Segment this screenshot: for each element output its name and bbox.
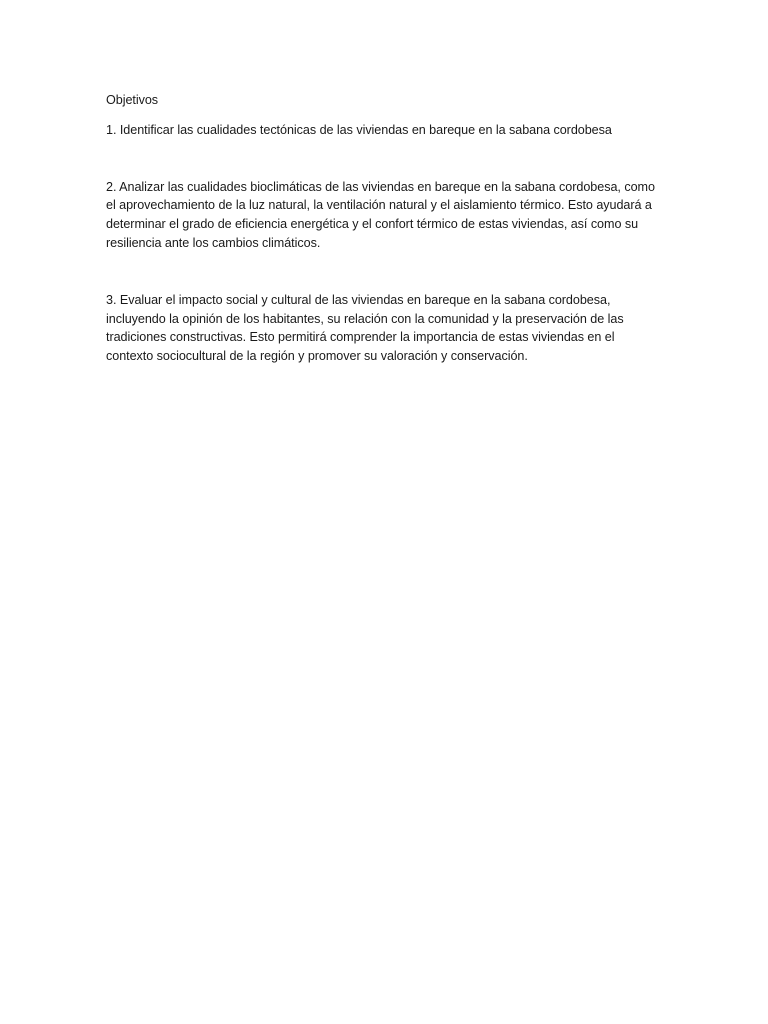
document-body [106, 91, 661, 366]
document-heading: Objetivos [106, 93, 159, 107]
objective-3: 3. Evaluar el impacto social y cultural de las viviendas en bareque en la sabana cordobesa, incluyendo la opinión de los habitantes, su relación con la comunidad y la preservación de las tradiciones constructivas. Esto permitirá comprender la importancia de estas viviendas en el contexto sociocultural de la región y promover su valoración y conservación. [106, 292, 624, 364]
objective-2: 2. Analizar las cualidades bioclimáticas de las viviendas en bareque en la sabana cordobesa, como el aprovechamiento de la luz natural, la ventilación natural y el aislamiento térmico. Esto ayudará a determinar el grado de eficiencia energética y el confort térmico de estas viviendas, así como su resiliencia ante los cambios climáticos. [106, 179, 655, 250]
objective-1: 1. Identificar las cualidades tectónicas de las viviendas en bareque en la sabana cordobesa [106, 122, 612, 137]
